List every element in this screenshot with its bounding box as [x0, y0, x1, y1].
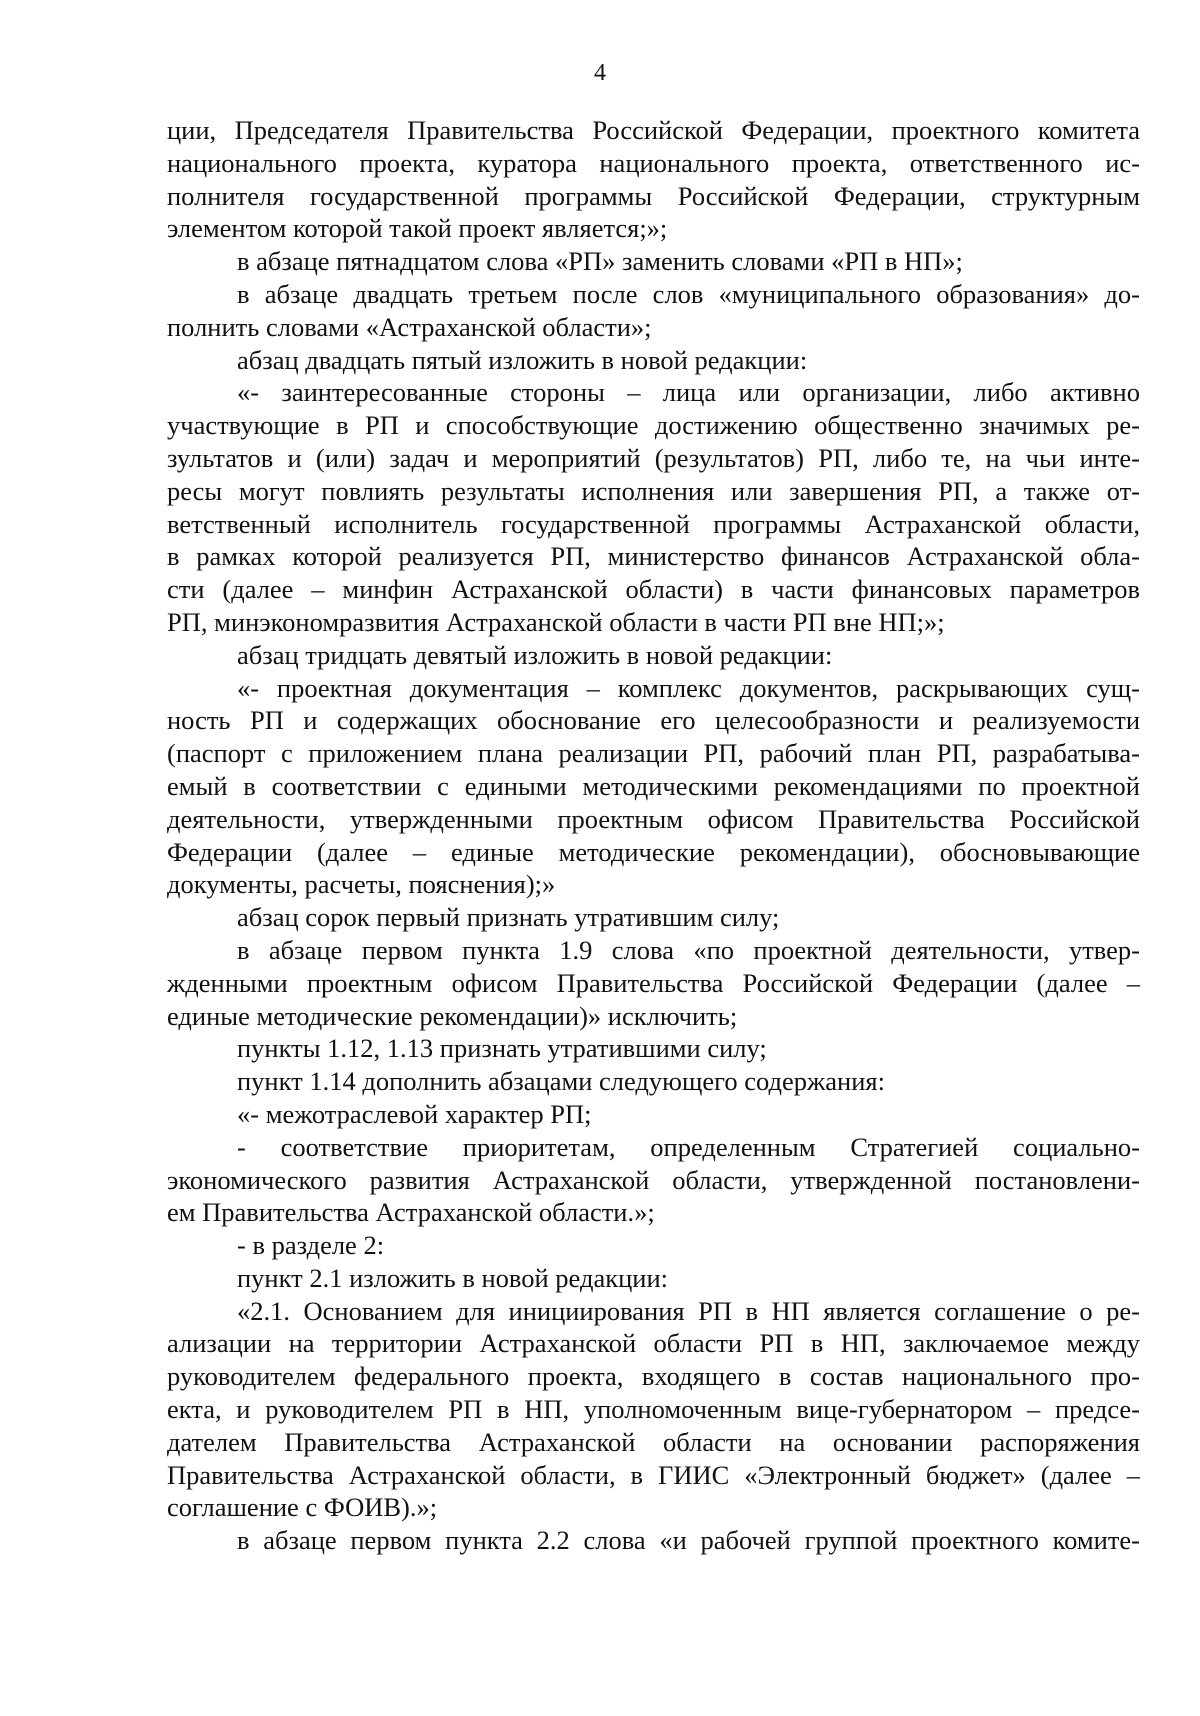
- text-line: дателем Правительства Астраханской области на основании распоряжения: [167, 1426, 1140, 1457]
- text-line: ализации на территории Астраханской области РП в НП, заключаемое между: [167, 1328, 1140, 1359]
- text-line: зультатов и (или) задач и мероприятий (результатов) РП, либо те, на чьи инте-: [167, 442, 1140, 473]
- text-line: Федерации (далее – единые методические рекомендации), обосновывающие: [167, 836, 1140, 867]
- text-line: ветственный исполнитель государственной программы Астраханской области,: [167, 508, 1140, 539]
- text-line: пункт 2.1 изложить в новой редакции:: [237, 1262, 668, 1293]
- text-line: «- межотраслевой характер РП;: [237, 1098, 592, 1129]
- text-line: единые методические рекомендации)» исключить;: [167, 1000, 738, 1031]
- text-line: соглашение с ФОИВ).»;: [167, 1492, 438, 1523]
- text-line: емый в соответствии с едиными методическими рекомендациями по проектной: [167, 770, 1140, 801]
- text-line: руководителем федерального проекта, входящего в состав национального про-: [167, 1361, 1140, 1392]
- text-line: в абзаце пятнадцатом слова «РП» заменить словами «РП в НП»;: [237, 246, 963, 277]
- text-line: жденными проектным офисом Правительства Российской Федерации (далее –: [167, 967, 1140, 998]
- text-line: пункт 1.14 дополнить абзацами следующего содержания:: [237, 1066, 885, 1097]
- text-line: - в разделе 2:: [237, 1230, 385, 1261]
- text-line: в абзаце первом пункта 2.2 слова «и рабочей группой проектного комите-: [237, 1525, 1140, 1556]
- text-line: абзац тридцать девятый изложить в новой редакции:: [237, 639, 833, 670]
- text-line: элементом которой такой проект является;»;: [167, 213, 668, 244]
- text-line: полнителя государственной программы Российской Федерации, структурным: [167, 180, 1140, 211]
- text-line: пункты 1.12, 1.13 признать утратившими силу;: [237, 1033, 767, 1064]
- text-line: участвующие в РП и способствующие достижению общественно значимых ре-: [167, 410, 1140, 441]
- document-body: [167, 114, 1140, 1557]
- text-line: екта, и руководителем РП в НП, уполномоченным вице-губернатором – предсе-: [167, 1394, 1140, 1425]
- page-number: 4: [594, 60, 606, 86]
- text-line: ции, Председателя Правительства Российской Федерации, проектного комитета: [167, 115, 1140, 145]
- text-line: национального проекта, куратора национального проекта, ответственного ис-: [167, 147, 1140, 178]
- text-line: ность РП и содержащих обоснование его целесообразности и реализуемости: [167, 705, 1140, 736]
- text-line: сти (далее – минфин Астраханской области) в части финансовых параметров: [167, 574, 1140, 605]
- text-line: деятельности, утвержденными проектным офисом Правительства Российской: [167, 803, 1140, 834]
- text-line: ем Правительства Астраханской области.»;: [167, 1197, 655, 1228]
- text-line: ресы могут повлиять результаты исполнения или завершения РП, а также от-: [167, 475, 1140, 506]
- text-line: - соответствие приоритетам, определенным Стратегией социально-: [237, 1131, 1140, 1162]
- text-line: (паспорт с приложением плана реализации РП, рабочий план РП, разрабатыва-: [167, 738, 1140, 769]
- text-line: Правительства Астраханской области, в ГИИС «Электронный бюджет» (далее –: [167, 1459, 1140, 1490]
- text-line: «- заинтересованные стороны – лица или организации, либо активно: [237, 377, 1140, 408]
- text-line: «- проектная документация – комплекс документов, раскрывающих сущ-: [237, 672, 1140, 703]
- text-line: абзац сорок первый признать утратившим силу;: [237, 902, 780, 933]
- text-line: абзац двадцать пятый изложить в новой редакции:: [237, 344, 808, 375]
- text-line: документы, расчеты, пояснения);»: [167, 869, 556, 900]
- text-line: в абзаце двадцать третьем после слов «муниципального образования» до-: [237, 278, 1140, 309]
- text-line: экономического развития Астраханской области, утвержденной постановлени-: [167, 1164, 1140, 1195]
- text-line: в рамках которой реализуется РП, министерство финансов Астраханской обла-: [167, 541, 1140, 572]
- text-line: в абзаце первом пункта 1.9 слова «по проектной деятельности, утвер-: [237, 934, 1140, 965]
- text-line: РП, минэкономразвития Астраханской области в части РП вне НП;»;: [167, 606, 945, 637]
- text-line: «2.1. Основанием для инициирования РП в НП является соглашение о ре-: [237, 1295, 1140, 1326]
- text-line: полнить словами «Астраханской области»;: [167, 311, 652, 342]
